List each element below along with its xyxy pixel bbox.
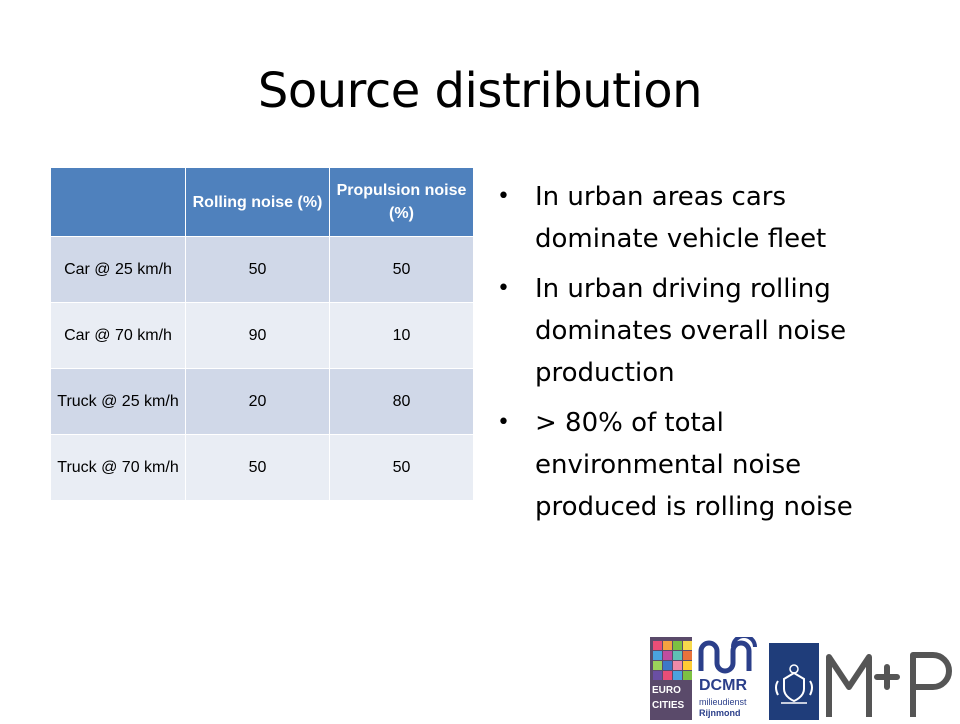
rolling-value: 50 bbox=[186, 435, 330, 501]
eurocities-line1: EURO bbox=[652, 685, 681, 696]
rolling-value: 50 bbox=[186, 237, 330, 303]
row-label: Car @ 70 km/h bbox=[51, 303, 186, 369]
propulsion-value: 50 bbox=[330, 435, 474, 501]
rolling-value: 20 bbox=[186, 369, 330, 435]
bullet-text: In urban areas cars dominate vehicle fleet bbox=[535, 182, 827, 254]
rolling-value: 90 bbox=[186, 303, 330, 369]
propulsion-value: 10 bbox=[330, 303, 474, 369]
dcmr-name: DCMR bbox=[699, 677, 747, 694]
propulsion-value: 80 bbox=[330, 369, 474, 435]
row-label: Car @ 25 km/h bbox=[51, 237, 186, 303]
dcmr-logo bbox=[697, 637, 763, 720]
table-header-row bbox=[51, 168, 474, 237]
slide-title: Source distribution bbox=[257, 63, 703, 119]
header-cell-empty bbox=[51, 168, 186, 237]
row-label: Truck @ 70 km/h bbox=[51, 435, 186, 501]
m-plus-p-logo-icon bbox=[825, 647, 960, 720]
bullet-text: > 80% of total environmental noise produced is rolling noise bbox=[535, 408, 853, 522]
source-distribution-table bbox=[50, 167, 474, 501]
header-propulsion-noise: Propulsion noise (%) bbox=[330, 168, 474, 237]
table-row bbox=[51, 369, 474, 435]
bullet-item bbox=[497, 176, 917, 260]
bullet-dot-icon: • bbox=[497, 410, 510, 435]
bullet-list bbox=[497, 176, 917, 536]
header-rolling-noise: Rolling noise (%) bbox=[186, 168, 330, 237]
bullet-item bbox=[497, 268, 917, 394]
eurocities-line2: CITIES bbox=[652, 700, 685, 711]
bullet-text: In urban driving rolling dominates overall noise production bbox=[535, 274, 847, 388]
table-row bbox=[51, 303, 474, 369]
coat-of-arms-icon bbox=[769, 643, 819, 720]
table-row bbox=[51, 237, 474, 303]
table-row bbox=[51, 435, 474, 501]
bullet-item bbox=[497, 402, 917, 528]
partner-logos bbox=[650, 637, 960, 720]
dcmr-wave-icon bbox=[697, 637, 763, 677]
dcmr-line1: milieudienst bbox=[699, 697, 747, 707]
dcmr-line2: Rijnmond bbox=[699, 708, 741, 718]
eurocities-logo bbox=[650, 637, 692, 720]
propulsion-value: 50 bbox=[330, 237, 474, 303]
row-label: Truck @ 25 km/h bbox=[51, 369, 186, 435]
bullet-dot-icon: • bbox=[497, 184, 510, 209]
bullet-dot-icon: • bbox=[497, 276, 510, 301]
